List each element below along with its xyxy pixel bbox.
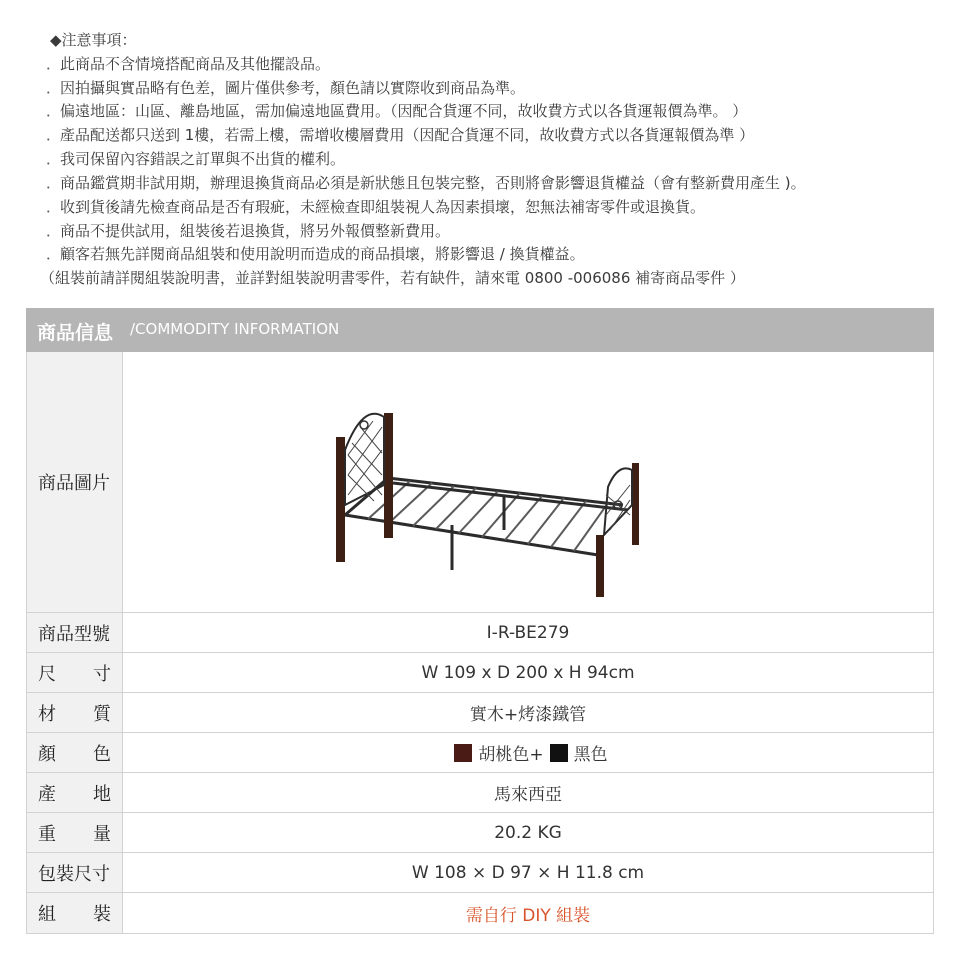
spec-row-model: [26, 613, 934, 653]
spec-label: [38, 740, 111, 766]
bed-frame-image: [318, 355, 738, 610]
spec-label: [38, 660, 111, 686]
note-item: [46, 78, 525, 98]
note-text: 偏遠地區：山區、離島地區，需加偏遠地區費用。（因配合貨運不同，故收費方式以各貨運報價為準。 ）: [60, 102, 748, 120]
spec-label: [38, 900, 111, 926]
product-image-cell: [123, 352, 934, 612]
label-cell: [26, 853, 123, 892]
walnut-swatch: [454, 744, 472, 762]
label-char: 寸: [93, 663, 111, 685]
commodity-info-table: [26, 308, 934, 934]
spec-value: 20.2 KG: [123, 813, 934, 852]
bullet: ．: [46, 126, 62, 144]
bullet: ．: [46, 150, 62, 168]
label-cell: [26, 613, 123, 652]
label-char: 顏: [38, 743, 56, 765]
label-char: 產: [38, 783, 56, 805]
note-item: [46, 149, 345, 169]
spec-value: W 108 × D 97 × H 11.8 cm: [123, 853, 934, 892]
color-value-cell: [123, 733, 934, 772]
spec-label: 商品型號: [38, 623, 110, 645]
spec-row-size: [26, 653, 934, 693]
note-text: 商品鑑賞期非試用期，辦理退換貨商品必須是新狀態且包裝完整，否則將會影響退貨權益（會有整新費用產生 )。: [60, 174, 806, 192]
label-cell: [26, 653, 123, 692]
black-swatch: [550, 744, 568, 762]
assembly-value: 需自行 DIY 組裝: [123, 893, 934, 933]
bullet: ．: [46, 79, 62, 97]
spec-row-weight: [26, 813, 934, 853]
note-item: [46, 101, 747, 121]
note-text: 收到貨後請先檢查商品是否有瑕疵，未經檢查即組裝視人為因素損壞，恕無法補寄零件或退換貨。: [60, 198, 706, 216]
spec-label: [38, 780, 111, 806]
spec-label: 包裝尺寸: [38, 863, 110, 885]
label-cell: [26, 813, 123, 852]
note-text: 產品配送都只送到 1樓，若需上樓，需增收樓層費用（因配合貨運不同，故收費方式以各貨運報價為準 ）: [60, 126, 755, 144]
info-header-bar: [26, 308, 934, 352]
label-char: 色: [93, 743, 111, 765]
bullet: ．: [46, 198, 62, 216]
bullet: ．: [46, 222, 62, 240]
label-char: 重: [38, 823, 56, 845]
note-text: 我司保留內容錯誤之訂單與不出貨的權利。: [60, 150, 346, 168]
bullet: ．: [46, 174, 62, 192]
image-row: [26, 352, 934, 613]
note-item: [46, 173, 806, 193]
notes-title: ◆注意事項：: [50, 31, 137, 49]
label-cell: [26, 693, 123, 732]
spec-value: 實木+烤漆鐵管: [123, 693, 934, 732]
label-char: 質: [93, 703, 111, 725]
label-char: 組: [38, 904, 56, 925]
label-char: 尺: [38, 663, 56, 685]
notes-footer: （組裝前請詳閱組裝說明書，並詳對組裝說明書零件，若有缺件，請來電 0800 -006086 補寄商品零件 ）: [40, 269, 745, 287]
bullet: ．: [46, 245, 62, 263]
note-item: [46, 197, 705, 217]
spec-row-color: [26, 733, 934, 773]
spec-row-material: [26, 693, 934, 733]
note-item: [46, 125, 754, 145]
spec-label: [38, 820, 111, 846]
note-text: 商品不提供試用，組裝後若退換貨，將另外報價整新費用。: [60, 222, 451, 240]
label-char: 材: [38, 703, 56, 725]
note-item: [46, 244, 585, 264]
note-text: 顧客若無先詳閱商品組裝和使用說明而造成的商品損壞，將影響退 / 換貨權益。: [60, 245, 585, 263]
black-label: 黑色: [573, 745, 608, 765]
info-subtitle: /COMMODITY INFORMATION: [130, 320, 340, 338]
note-text: 因拍攝與實品略有色差，圖片僅供參考，顏色請以實際收到商品為準。: [60, 79, 526, 97]
image-label: 商品圖片: [38, 473, 110, 494]
label-cell: [26, 733, 123, 772]
spec-row-assembly: [26, 893, 934, 934]
label-cell: [26, 893, 123, 933]
bullet: ．: [46, 55, 62, 73]
spec-label: [38, 700, 111, 726]
label-char: 地: [93, 783, 111, 805]
spec-row-origin: [26, 773, 934, 813]
label-cell: [26, 352, 123, 612]
label-char: 裝: [93, 904, 111, 925]
spec-row-package: [26, 853, 934, 893]
note-item: [46, 54, 330, 74]
spec-value: I-R-BE279: [123, 613, 934, 652]
bullet: ．: [46, 102, 62, 120]
note-text: 此商品不含情境搭配商品及其他擺設品。: [60, 55, 331, 73]
note-item: [46, 221, 450, 241]
spec-value: 馬來西亞: [123, 773, 934, 812]
label-cell: [26, 773, 123, 812]
spec-value: W 109 x D 200 x H 94cm: [123, 653, 934, 692]
walnut-label: 胡桃色+: [478, 745, 544, 765]
info-title: 商品信息: [37, 322, 114, 344]
label-char: 量: [93, 823, 111, 845]
